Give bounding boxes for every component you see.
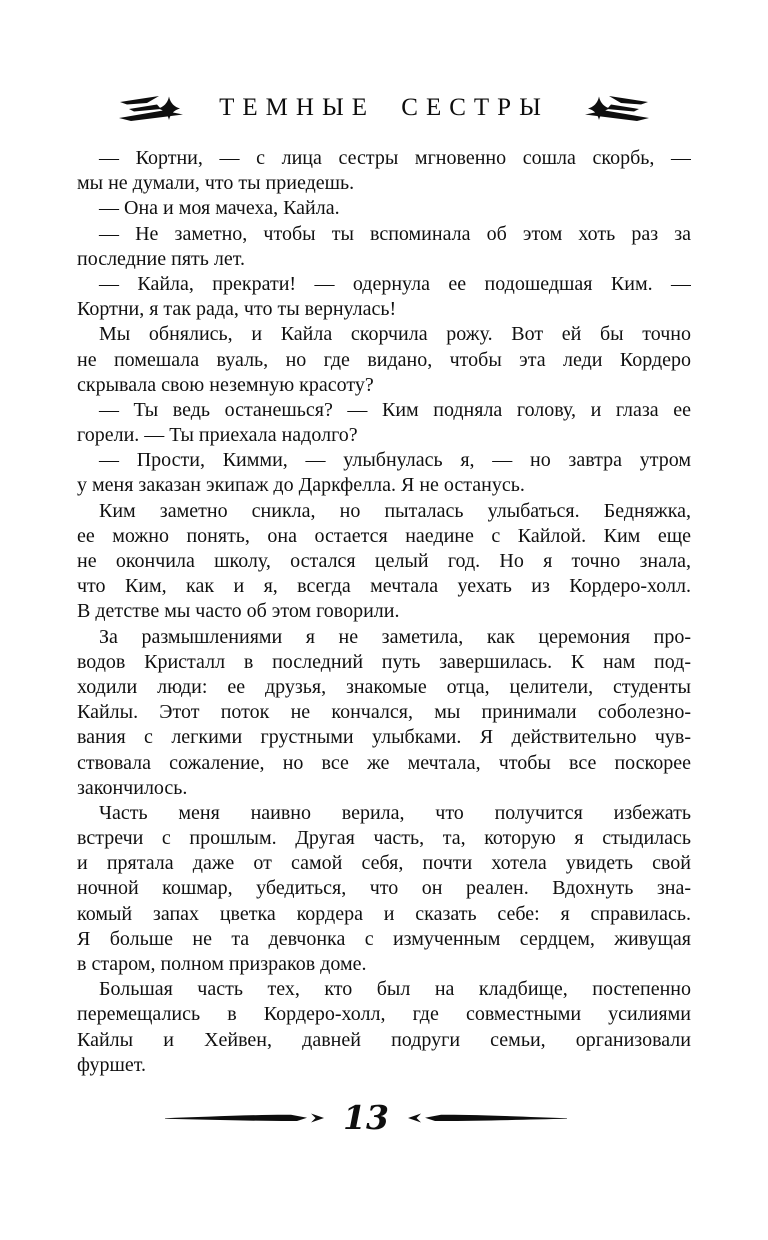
left-flourish-icon	[117, 94, 185, 122]
text-line: — Не заметно, чтобы ты вспоминала об этом хоть раз за	[99, 222, 691, 245]
text-line: — Кайла, прекрати! — одернула ее подошедшая Ким. —	[99, 272, 691, 295]
running-header	[0, 94, 768, 122]
text-line: ствовала сожаление, но все же мечтала, чтобы все поскорее	[77, 751, 691, 774]
paragraph	[77, 977, 691, 1078]
page-number-rule-left-icon	[165, 1111, 325, 1125]
text-line: ее можно понять, она остается наедине с Кайлой. Ким еще	[77, 524, 691, 547]
text-line: последние пять лет.	[77, 247, 245, 270]
text-line: что Ким, как и я, всегда мечтала уехать из Кордеро-холл.	[77, 575, 691, 598]
text-line: Я больше не та девчонка с измученным сердцем, живущая	[77, 927, 691, 950]
paragraph	[77, 222, 691, 272]
text-line: не помешала вуаль, но где видано, чтобы эта леди Кордеро	[77, 348, 691, 371]
text-line: встречи с прошлым. Другая часть, та, которую я стыдилась	[77, 827, 691, 850]
text-line: Кайлы. Этот поток не кончался, мы принимали соболезно-	[77, 701, 691, 724]
paragraph	[77, 272, 691, 322]
text-line: Часть меня наивно верила, что получится избежать	[99, 801, 691, 824]
text-line: водов Кристалл в последний путь завершилась. К нам под-	[77, 650, 691, 673]
text-line: Большая часть тех, кто был на кладбище, постепенно	[99, 978, 691, 1001]
text-line: — Кортни, — с лица сестры мгновенно сошла скорбь, —	[99, 147, 691, 169]
text-line: ходили люди: ее друзья, знакомые отца, целители, студенты	[77, 675, 691, 698]
text-line: перемещались в Кордеро-холл, где совместными усилиями	[77, 1003, 691, 1026]
text-line: мы не думали, что ты приедешь.	[77, 172, 355, 195]
text-line: и прятала даже от самой себя, почти хотела увидеть свой	[77, 852, 691, 875]
text-line: горели. — Ты приехала надолго?	[77, 424, 358, 447]
text-line: закончилось.	[77, 776, 188, 799]
text-line: у меня заказан экипаж до Даркфелла. Я не останусь.	[77, 474, 525, 497]
text-line: не окончила школу, остался целый год. Но я точно знала,	[77, 550, 691, 572]
text-block	[77, 146, 691, 1078]
text-line: скрывала свою неземную красоту?	[77, 373, 374, 396]
page-title: ТЕМНЫЕ СЕСТРЫ	[219, 94, 549, 121]
paragraph	[77, 801, 691, 977]
text-line: — Ты ведь останешься? — Ким подняла голову, и глаза ее	[99, 398, 691, 421]
page-footer	[165, 1098, 567, 1138]
paragraph	[77, 398, 691, 448]
page-number-rule-right-icon	[407, 1111, 567, 1125]
text-line: За размышлениями я не заметила, как церемония про-	[99, 625, 691, 648]
text-line: ночной кошмар, убедиться, что он реален. Вдохнуть зна-	[77, 877, 691, 900]
text-line: В детстве мы часто об этом говорили.	[77, 600, 400, 623]
paragraph	[77, 146, 691, 196]
text-line: в старом, полном призраков доме.	[77, 953, 367, 975]
paragraph	[77, 448, 691, 498]
right-flourish-icon	[583, 94, 651, 122]
paragraph	[77, 625, 691, 801]
text-line: — Она и моя мачеха, Кайла.	[99, 197, 340, 220]
paragraph	[77, 499, 691, 625]
text-line: Кайлы и Хейвен, давней подруги семьи, организовали	[77, 1028, 691, 1051]
text-line: Мы обнялись, и Кайла скорчила рожу. Вот ей бы точно	[99, 323, 691, 346]
paragraph	[77, 196, 691, 221]
text-line: вания с легкими грустными улыбками. Я действительно чув-	[77, 726, 691, 749]
page-number: 13	[343, 1098, 389, 1137]
text-line: комый запах цветка кордера и сказать себе: я справилась.	[77, 902, 691, 925]
text-line: — Прости, Кимми, — улыбнулась я, — но завтра утром	[99, 449, 691, 472]
text-line: Кортни, я так рада, что ты вернулась!	[77, 298, 397, 321]
text-line: Ким заметно сникла, но пыталась улыбаться. Бедняжка,	[99, 499, 691, 522]
paragraph	[77, 322, 691, 398]
text-line: фуршет.	[77, 1053, 146, 1076]
